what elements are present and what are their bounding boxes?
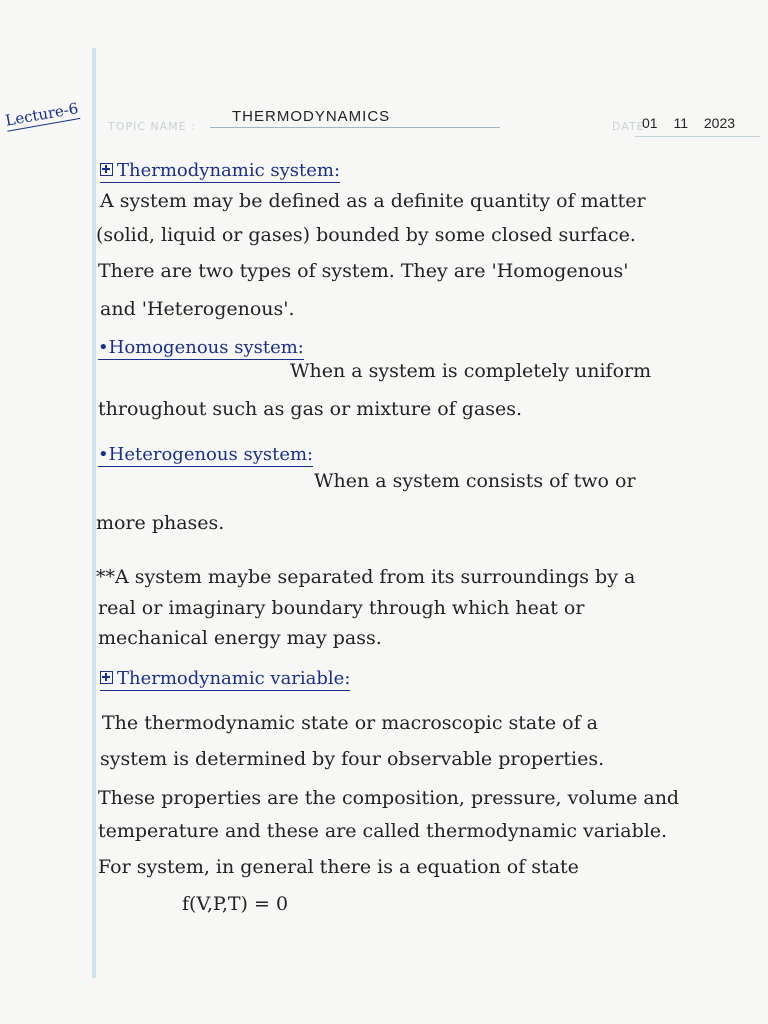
text-line: When a system is completely uniform [290, 360, 652, 382]
boxed-plus-icon [100, 671, 113, 684]
text-line: (solid, liquid or gases) bounded by some closed surface. [96, 224, 636, 246]
text-line: more phases. [96, 512, 225, 534]
text-line: These properties are the composition, pressure, volume and [98, 787, 680, 809]
heading-thermodynamic-variable: Thermodynamic variable: [100, 668, 350, 691]
text-line: system is determined by four observable properties. [100, 748, 605, 770]
date-value: 01 11 2023 [642, 115, 736, 131]
text-line: throughout such as gas or mixture of gases. [98, 398, 523, 420]
heading-thermodynamic-system: Thermodynamic system: [100, 160, 340, 183]
text-line: A system may be defined as a definite quantity of matter [100, 190, 646, 212]
heading-heterogenous-system: •Heterogenous system: [98, 444, 314, 465]
boxed-plus-icon [100, 163, 113, 176]
text-line: mechanical energy may pass. [98, 627, 382, 649]
topic-value: THERMODYNAMICS [232, 108, 391, 125]
text-line: The thermodynamic state or macroscopic state of a [102, 712, 599, 734]
text-line: There are two types of system. They are 'Homogenous' [98, 260, 629, 282]
equation: f(V,P,T) = 0 [182, 893, 289, 915]
topic-label: TOPIC NAME : [108, 120, 196, 133]
text-line: When a system consists of two or [314, 470, 636, 492]
text-line: real or imaginary boundary through which heat or [98, 597, 585, 619]
lecture-label: Lecture-6 [4, 99, 80, 130]
date-underline [635, 136, 760, 137]
date-label: DATE [612, 120, 645, 133]
topic-underline [210, 127, 500, 128]
text-line: and 'Heterogenous'. [100, 298, 295, 320]
heading-homogenous-system: •Homogenous system: [98, 337, 304, 358]
text-line: temperature and these are called thermodynamic variable. [98, 820, 668, 842]
text-line: **A system maybe separated from its surroundings by a [96, 566, 636, 588]
text-line: For system, in general there is a equation of state [98, 856, 579, 878]
